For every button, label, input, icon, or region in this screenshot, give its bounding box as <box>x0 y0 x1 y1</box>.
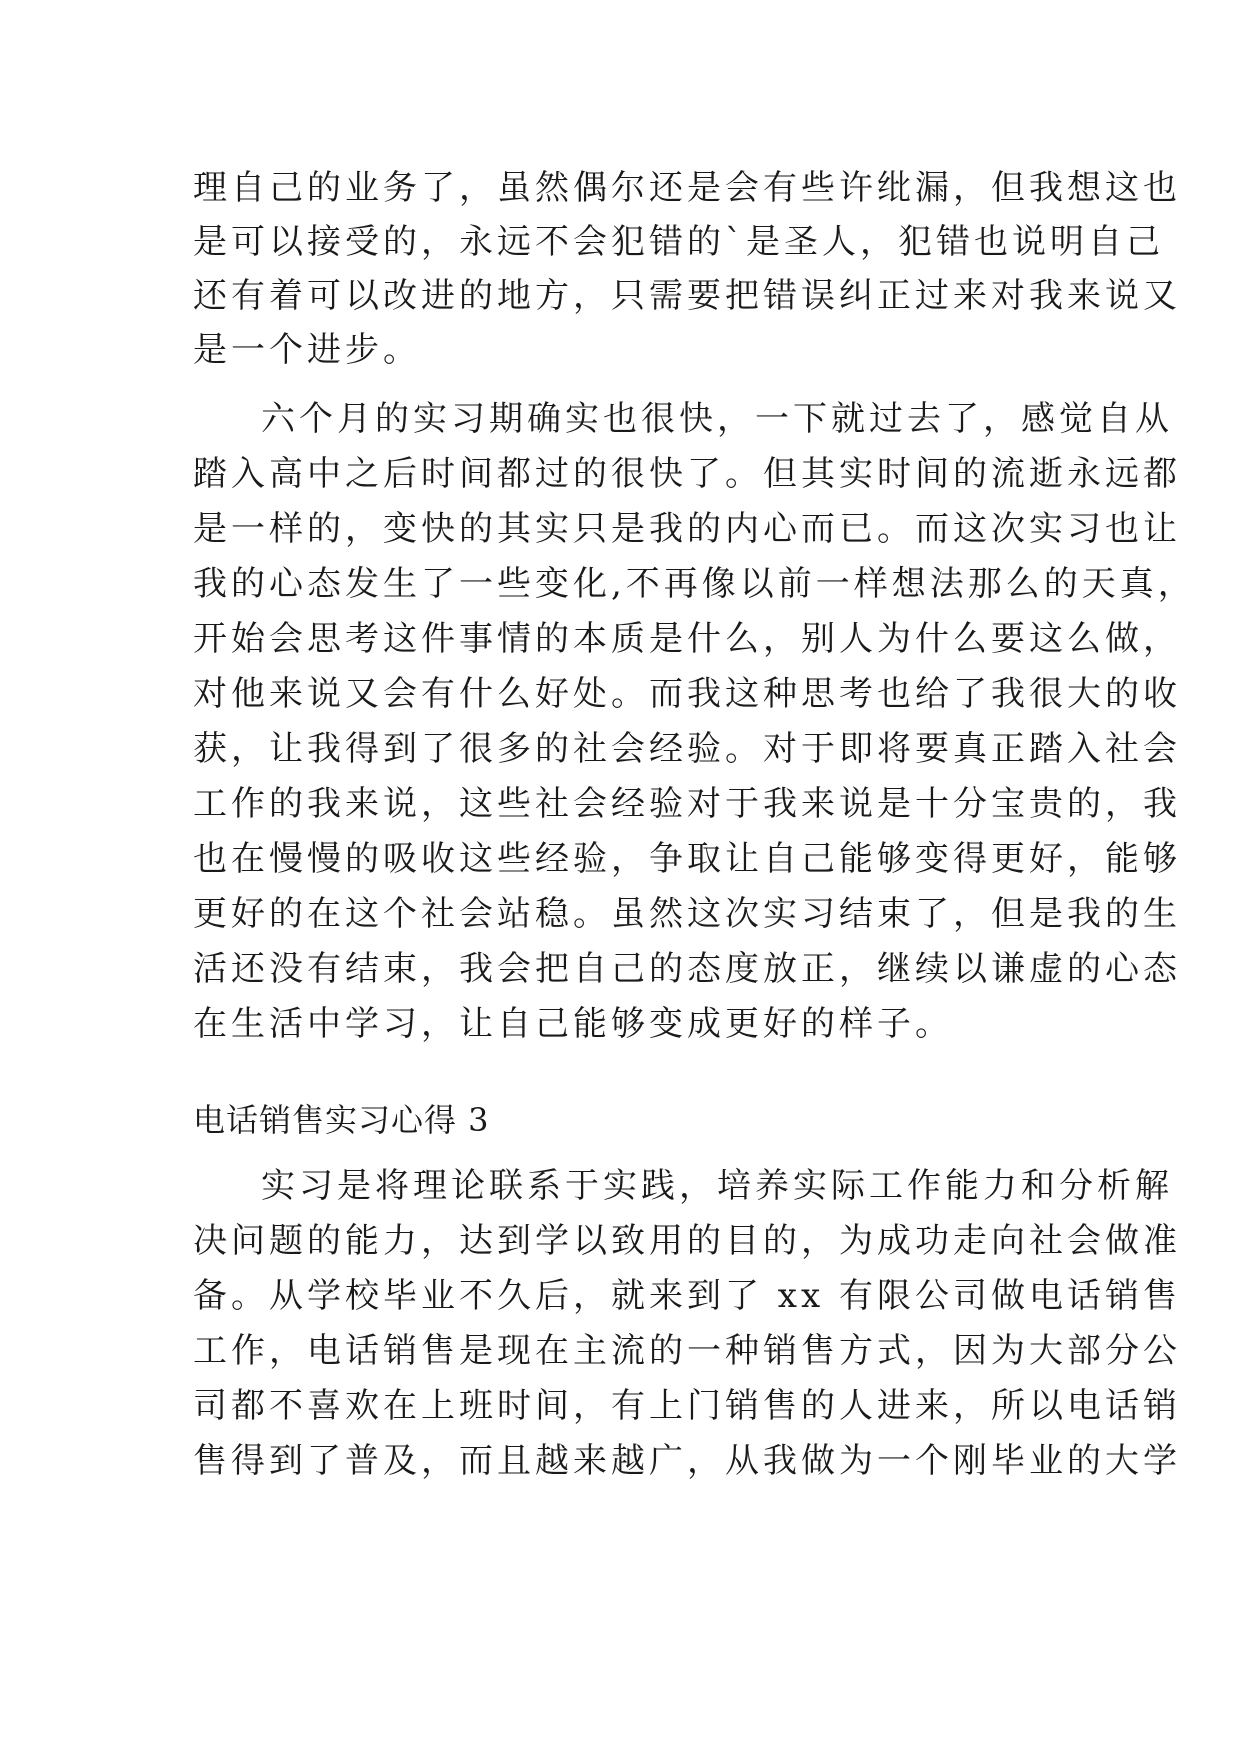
paragraph-3-line-5: 司都不喜欢在上班时间，有上门销售的人进来，所以电话销 <box>193 1386 1181 1426</box>
paragraph-1-line-2: 是可以接受的，永远不会犯错的`是圣人，犯错也说明自己 <box>193 222 1164 262</box>
paragraph-3-line-2: 决问题的能力，达到学以致用的目的，为成功走向社会做准 <box>193 1221 1181 1261</box>
paragraph-2-line-1: 六个月的实习期确实也很快，一下就过去了，感觉自从 <box>261 399 1173 439</box>
paragraph-2-line-4: 我的心态发生了一些变化,不再像以前一样想法那么的天真， <box>193 564 1196 604</box>
paragraph-2-line-3: 是一样的，变快的其实只是我的内心而已。而这次实习也让 <box>193 509 1181 549</box>
paragraph-2-line-12: 在生活中学习，让自己能够变成更好的样子。 <box>193 1004 953 1044</box>
paragraph-1-line-4: 是一个进步。 <box>193 330 421 370</box>
paragraph-2-line-2: 踏入高中之后时间都过的很快了。但其实时间的流逝永远都 <box>193 454 1181 494</box>
paragraph-1-line-3: 还有着可以改进的地方，只需要把错误纠正过来对我来说又 <box>193 276 1181 316</box>
paragraph-2-line-6: 对他来说又会有什么好处。而我这种思考也给了我很大的收 <box>193 674 1181 714</box>
paragraph-2-line-9: 也在慢慢的吸收这些经验，争取让自己能够变得更好，能够 <box>193 839 1181 879</box>
paragraph-1-line-1: 理自己的业务了，虽然偶尔还是会有些许纰漏，但我想这也 <box>193 168 1181 208</box>
section-heading: 电话销售实习心得 3 <box>193 1101 490 1139</box>
paragraph-2-line-10: 更好的在这个社会站稳。虽然这次实习结束了，但是我的生 <box>193 894 1181 934</box>
paragraph-2-line-7: 获，让我得到了很多的社会经验。对于即将要真正踏入社会 <box>193 729 1181 769</box>
paragraph-2-line-5: 开始会思考这件事情的本质是什么，别人为什么要这么做， <box>193 619 1181 659</box>
paragraph-3-line-6: 售得到了普及，而且越来越广，从我做为一个刚毕业的大学 <box>193 1441 1181 1481</box>
paragraph-3-line-3: 备。从学校毕业不久后，就来到了 xx 有限公司做电话销售 <box>193 1276 1181 1316</box>
paragraph-2-line-8: 工作的我来说，这些社会经验对于我来说是十分宝贵的，我 <box>193 784 1181 824</box>
paragraph-2-line-11: 活还没有结束，我会把自己的态度放正，继续以谦虚的心态 <box>193 949 1181 989</box>
paragraph-3-line-4: 工作，电话销售是现在主流的一种销售方式，因为大部分公 <box>193 1331 1181 1371</box>
paragraph-3-line-1: 实习是将理论联系于实践，培养实际工作能力和分析解 <box>261 1166 1173 1206</box>
